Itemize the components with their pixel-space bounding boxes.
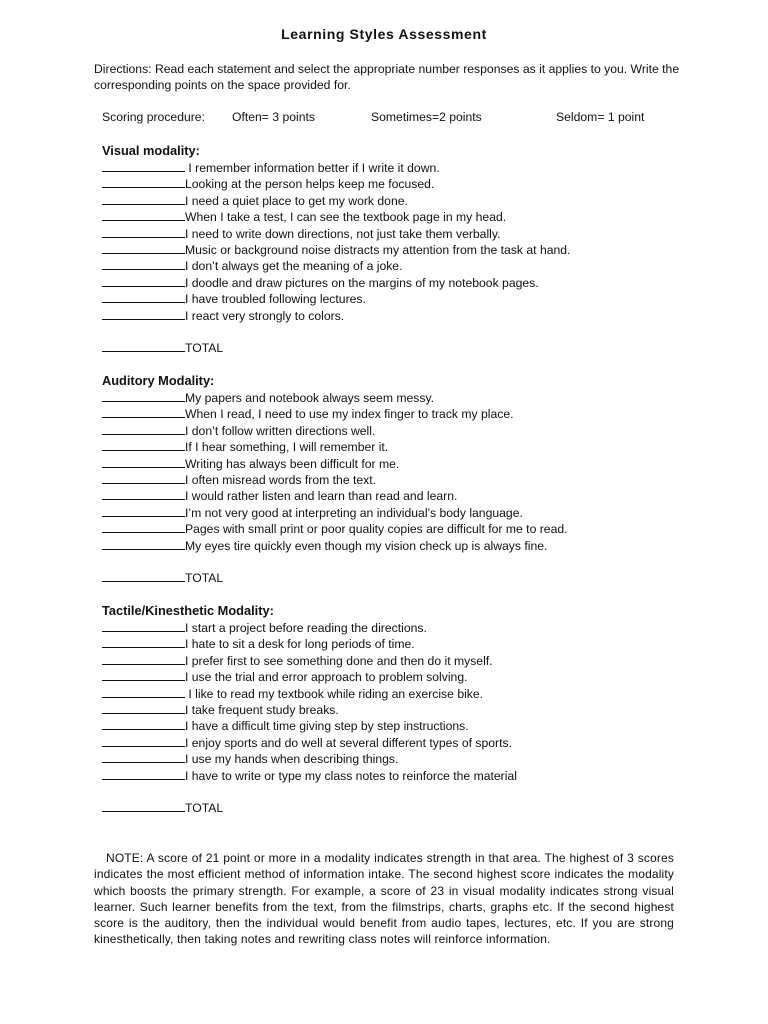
statement-text: I need a quiet place to get my work done. bbox=[185, 193, 408, 208]
statement-text: If I hear something, I will remember it. bbox=[185, 440, 389, 455]
score-blank[interactable] bbox=[102, 768, 185, 780]
statement-row bbox=[102, 686, 722, 702]
section-title: Visual modality: bbox=[102, 143, 200, 158]
statement-row bbox=[102, 653, 722, 669]
total-row bbox=[102, 800, 722, 816]
statement-row bbox=[102, 669, 722, 685]
statement-text: I’m not very good at interpreting an individual’s body language. bbox=[185, 505, 523, 520]
score-blank[interactable] bbox=[102, 488, 185, 500]
statement-row bbox=[102, 423, 722, 439]
total-label: TOTAL bbox=[185, 801, 224, 816]
statement-text: I need to write down directions, not just take them verbally. bbox=[185, 226, 501, 241]
auditory-modality-section bbox=[102, 372, 722, 587]
statement-text: Music or background noise distracts my attention from the task at hand. bbox=[185, 242, 571, 257]
statement-row bbox=[102, 209, 722, 225]
statement-row bbox=[102, 160, 722, 176]
statement-text: I often misread words from the text. bbox=[185, 472, 377, 487]
total-label: TOTAL bbox=[185, 341, 224, 356]
score-blank[interactable] bbox=[102, 636, 185, 648]
score-blank[interactable] bbox=[102, 423, 185, 435]
statement-row bbox=[102, 505, 722, 521]
statement-text: My eyes tire quickly even though my vision check up is always fine. bbox=[185, 538, 548, 553]
statement-row bbox=[102, 521, 722, 537]
score-blank[interactable] bbox=[102, 521, 185, 533]
statement-text: I prefer first to see something done and then do it myself. bbox=[185, 653, 493, 668]
scoring-seldom: Seldom= 1 point bbox=[556, 110, 645, 124]
statement-row bbox=[102, 226, 722, 242]
score-blank[interactable] bbox=[102, 160, 185, 172]
score-blank[interactable] bbox=[102, 505, 185, 517]
statement-text: I use my hands when describing things. bbox=[185, 752, 399, 767]
statement-row bbox=[102, 768, 722, 784]
total-blank[interactable] bbox=[102, 570, 185, 582]
statement-text: I react very strongly to colors. bbox=[185, 308, 345, 323]
statement-row bbox=[102, 472, 722, 488]
statement-text: Writing has always been difficult for me. bbox=[185, 456, 400, 471]
statement-text: Looking at the person helps keep me focused. bbox=[185, 177, 435, 192]
score-blank[interactable] bbox=[102, 226, 185, 238]
statement-row bbox=[102, 275, 722, 291]
scoring-label: Scoring procedure: bbox=[102, 110, 205, 124]
statement-text: I don’t follow written directions well. bbox=[185, 423, 376, 438]
statement-row bbox=[102, 390, 722, 406]
statement-text: I would rather listen and learn than read and learn. bbox=[185, 489, 458, 504]
statement-text: I enjoy sports and do well at several different types of sports. bbox=[185, 735, 512, 750]
statement-text: I take frequent study breaks. bbox=[185, 702, 339, 717]
score-blank[interactable] bbox=[102, 735, 185, 747]
statement-text: I like to read my textbook while riding an exercise bike. bbox=[185, 686, 484, 701]
scoring-sometimes: Sometimes=2 points bbox=[371, 110, 482, 124]
score-blank[interactable] bbox=[102, 653, 185, 665]
score-blank[interactable] bbox=[102, 718, 185, 730]
score-blank[interactable] bbox=[102, 176, 185, 188]
statement-text: I hate to sit a desk for long periods of time. bbox=[185, 637, 415, 652]
visual-modality-section bbox=[102, 142, 722, 357]
score-blank[interactable] bbox=[102, 702, 185, 714]
statement-text: I doodle and draw pictures on the margins of my notebook pages. bbox=[185, 275, 539, 290]
score-blank[interactable] bbox=[102, 406, 185, 418]
statement-text: I don’t always get the meaning of a joke. bbox=[185, 259, 403, 274]
score-blank[interactable] bbox=[102, 472, 185, 484]
score-blank[interactable] bbox=[102, 439, 185, 451]
statement-row bbox=[102, 176, 722, 192]
statement-text: Pages with small print or poor quality copies are difficult for me to read. bbox=[185, 522, 568, 537]
total-row bbox=[102, 570, 722, 586]
statement-row bbox=[102, 718, 722, 734]
total-label: TOTAL bbox=[185, 571, 224, 586]
statement-text: When I take a test, I can see the textbook page in my head. bbox=[185, 210, 507, 225]
score-blank[interactable] bbox=[102, 258, 185, 270]
note-text: NOTE: A score of 21 point or more in a modality indicates strength in that area. The highest of 3 scores indicates the most efficient method of information intake. The second highest score indicates the modality which boosts the primary strength. For example, a score of 23 in visual modality indicates strong visual learner. Such learner benefits from the text, from the filmstrips, charts, graphs etc. If the second highest score is the auditory, then the individual would benefit from audio tapes, lectures, etc. If you are strong kinesthetically, then taking notes and rewriting class notes will reinforce information. bbox=[94, 851, 674, 947]
score-blank[interactable] bbox=[102, 538, 185, 550]
statement-row bbox=[102, 242, 722, 258]
statement-text: When I read, I need to use my index finger to track my place. bbox=[185, 407, 514, 422]
score-blank[interactable] bbox=[102, 390, 185, 402]
statement-text: I have troubled following lectures. bbox=[185, 292, 366, 307]
score-blank[interactable] bbox=[102, 193, 185, 205]
statement-row bbox=[102, 456, 722, 472]
statement-row bbox=[102, 636, 722, 652]
statement-row bbox=[102, 751, 722, 767]
section-title: Tactile/Kinesthetic Modality: bbox=[102, 603, 274, 618]
statement-row bbox=[102, 702, 722, 718]
section-title: Auditory Modality: bbox=[102, 373, 215, 388]
statement-row bbox=[102, 735, 722, 751]
total-row bbox=[102, 340, 722, 356]
statement-text: I use the trial and error approach to problem solving. bbox=[185, 670, 468, 685]
score-blank[interactable] bbox=[102, 308, 185, 320]
score-blank[interactable] bbox=[102, 751, 185, 763]
total-blank[interactable] bbox=[102, 800, 185, 812]
statement-row bbox=[102, 193, 722, 209]
score-blank[interactable] bbox=[102, 620, 185, 632]
statement-text: I have a difficult time giving step by step instructions. bbox=[185, 719, 469, 734]
score-blank[interactable] bbox=[102, 669, 185, 681]
statement-row bbox=[102, 406, 722, 422]
score-blank[interactable] bbox=[102, 291, 185, 303]
statement-row bbox=[102, 439, 722, 455]
directions-text: Directions: Read each statement and select the appropriate number responses as it applies to you. Write the corresponding points on the space provided for. bbox=[94, 62, 680, 92]
statement-row bbox=[102, 258, 722, 274]
page-title: Learning Styles Assessment bbox=[281, 26, 487, 42]
statement-text: I start a project before reading the directions. bbox=[185, 621, 427, 635]
total-blank[interactable] bbox=[102, 340, 185, 352]
statement-text: My papers and notebook always seem messy. bbox=[185, 391, 435, 405]
note-paragraph bbox=[94, 850, 674, 948]
score-blank[interactable] bbox=[102, 275, 185, 287]
scoring-often: Often= 3 points bbox=[232, 110, 315, 124]
statement-row bbox=[102, 488, 722, 504]
statement-row bbox=[102, 538, 722, 554]
tactile-modality-section bbox=[102, 602, 722, 817]
statement-row bbox=[102, 291, 722, 307]
statement-row bbox=[102, 308, 722, 324]
statement-text: I remember information better if I write it down. bbox=[185, 161, 440, 175]
score-blank[interactable] bbox=[102, 242, 185, 254]
statement-row bbox=[102, 620, 722, 636]
score-blank[interactable] bbox=[102, 686, 185, 698]
statement-text: I have to write or type my class notes to reinforce the material bbox=[185, 768, 517, 783]
score-blank[interactable] bbox=[102, 209, 185, 221]
score-blank[interactable] bbox=[102, 456, 185, 468]
